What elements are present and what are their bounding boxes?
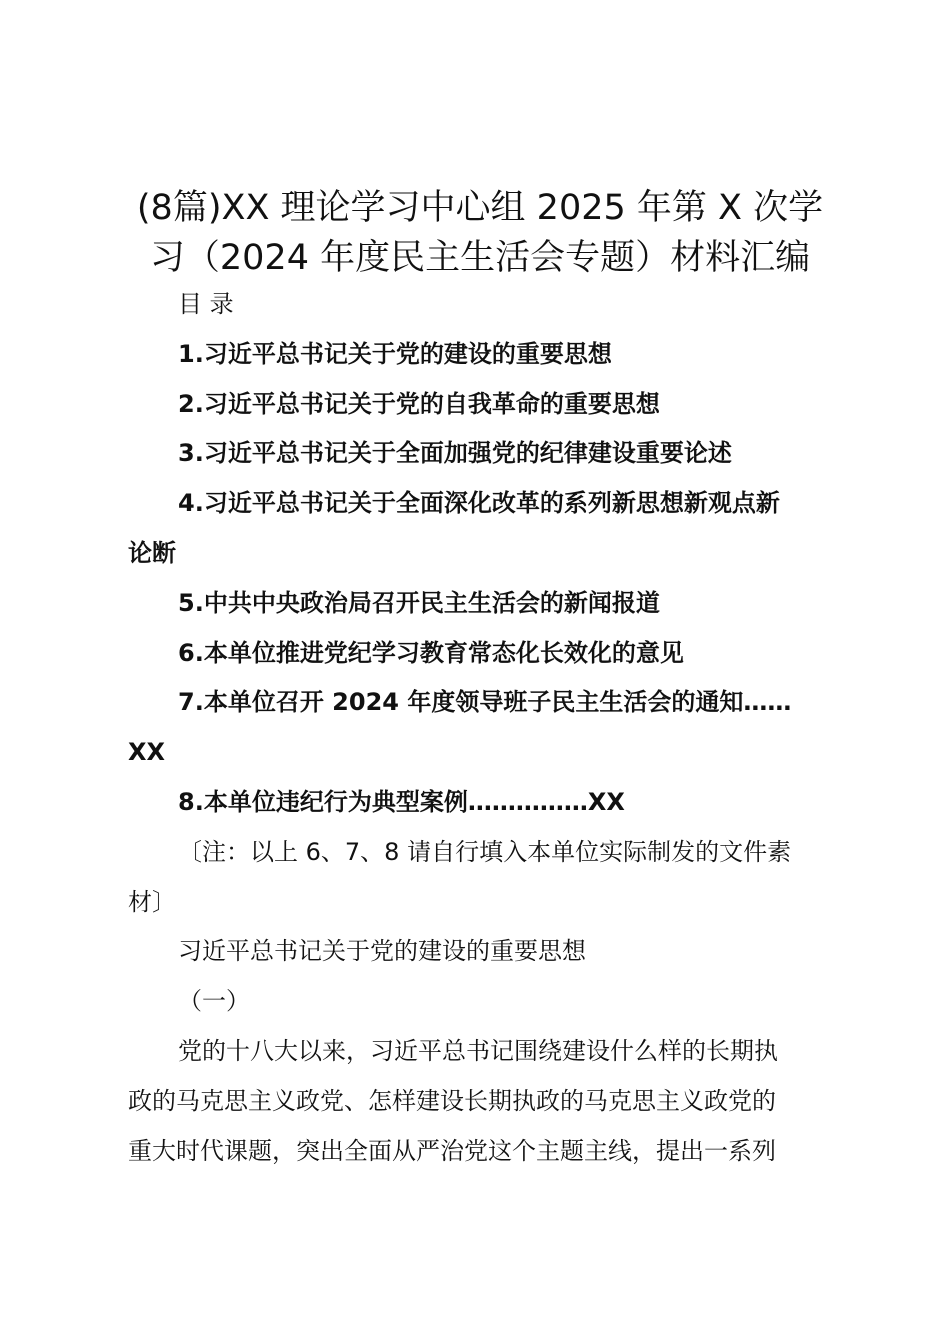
toc-item-4: 4.习近平总书记关于全面深化改革的系列新思想新观点新: [178, 489, 780, 517]
toc-item-1: 1.习近平总书记关于党的建设的重要思想: [178, 340, 612, 368]
body-paragraph-line-2: 政的马克思主义政党、怎样建设长期执政的马克思主义政党的: [128, 1087, 776, 1115]
toc-item-8: 8.本单位违纪行为典型案例……………XX: [178, 788, 625, 816]
toc-item-7: 7.本单位召开 2024 年度领导班子民主生活会的通知……: [178, 688, 792, 716]
body-paragraph-line-3: 重大时代课题，突出全面从严治党这个主题主线，提出一系列: [128, 1137, 776, 1165]
note-line-2: 材〕: [128, 888, 176, 916]
toc-item-5: 5.中共中央政治局召开民主生活会的新闻报道: [178, 589, 660, 617]
toc-heading: 目 录: [178, 290, 234, 318]
toc-item-4-continued: 论断: [128, 539, 176, 567]
body-paragraph-line-1: 党的十八大以来，习近平总书记围绕建设什么样的长期执: [178, 1037, 778, 1065]
note-line-1: 〔注：以上 6、7、8 请自行填入本单位实际制发的文件素: [178, 838, 792, 866]
section-number: （一）: [178, 987, 250, 1015]
document-title-line-2: 习（2024 年度民主生活会专题）材料汇编: [149, 238, 811, 278]
toc-item-7-continued: XX: [128, 738, 166, 766]
section-title: 习近平总书记关于党的建设的重要思想: [178, 937, 586, 965]
toc-item-3: 3.习近平总书记关于全面加强党的纪律建设重要论述: [178, 439, 732, 467]
toc-item-2: 2.习近平总书记关于党的自我革命的重要思想: [178, 390, 660, 418]
toc-item-6: 6.本单位推进党纪学习教育常态化长效化的意见: [178, 639, 684, 667]
document-title-line-1: (8篇)XX 理论学习中心组 2025 年第 X 次学: [136, 188, 824, 228]
